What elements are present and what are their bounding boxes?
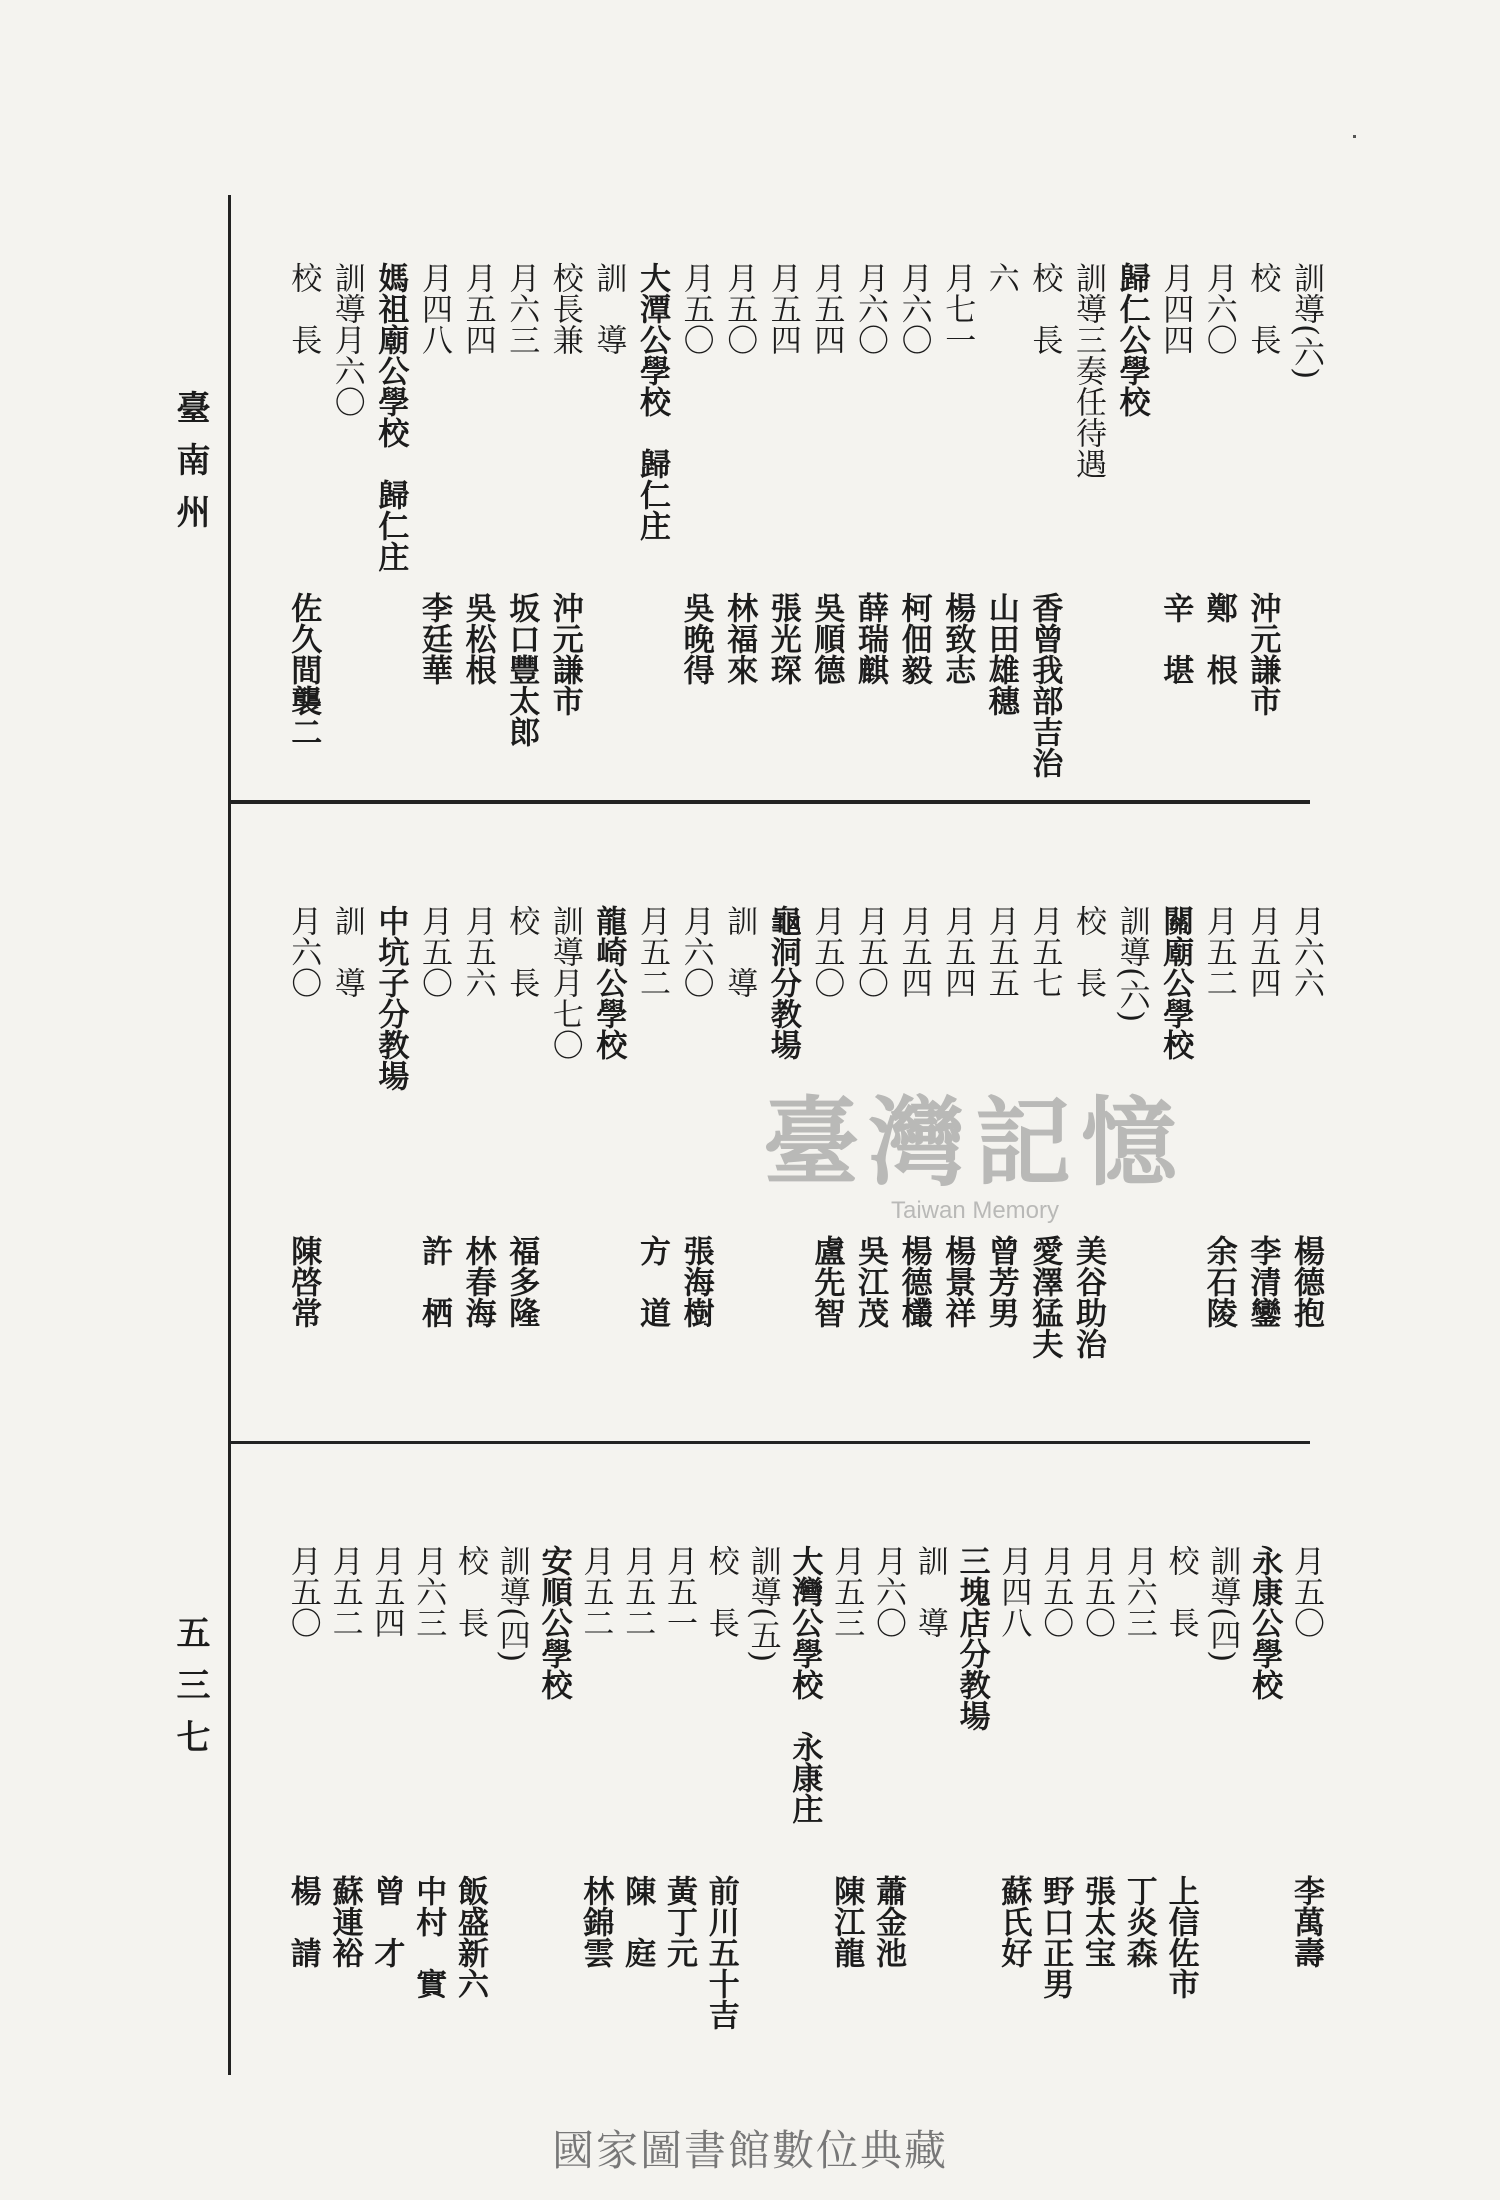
staff-entry	[939, 262, 976, 685]
heading-text: 關廟公學校	[1157, 905, 1194, 1060]
school-heading	[372, 262, 409, 572]
person-name: 薛瑞麒	[852, 592, 888, 685]
role-text: 校 長	[452, 1545, 488, 1638]
person-name: 蘇氏好	[995, 1875, 1032, 1968]
heading-text: 龍崎公學校	[590, 905, 627, 1060]
staff-entry	[808, 905, 845, 1328]
staff-entry	[328, 262, 365, 417]
staff-entry	[982, 905, 1019, 1328]
staff-entry	[416, 905, 452, 1328]
staff-entry	[285, 905, 322, 1328]
staff-entry	[328, 905, 365, 998]
person-name: 陳 庭	[619, 1875, 656, 1968]
person-name: 陳啓常	[285, 1235, 322, 1328]
role-text: 月五二	[619, 1545, 656, 1638]
role-text: 月六〇	[677, 905, 714, 998]
staff-entry	[634, 905, 670, 1328]
role-text: 訓 導	[721, 905, 758, 998]
role-text: 月五七	[1026, 905, 1063, 998]
person-name: 吳順德	[808, 592, 845, 685]
person-name: 許 栖	[416, 1235, 452, 1328]
role-text: 月六〇	[285, 905, 322, 998]
role-text: 月七一	[939, 262, 976, 355]
staff-entry	[459, 905, 496, 1328]
person-name: 辛 堪	[1157, 592, 1194, 685]
staff-entry	[852, 262, 888, 685]
staff-entry	[939, 905, 976, 1328]
role-text: 月五四	[1244, 905, 1281, 998]
role-text: 月五〇	[284, 1545, 321, 1638]
role-text: 訓導月七〇	[546, 905, 583, 1060]
staff-entry	[828, 1545, 865, 1968]
school-heading	[535, 1545, 572, 1700]
person-name: 林錦雲	[577, 1875, 614, 1968]
staff-entry	[416, 262, 452, 685]
watermark-english: Taiwan Memory	[890, 1197, 1060, 1224]
staff-entry	[326, 1545, 363, 1968]
person-name: 佐久間襲二	[285, 592, 322, 747]
staff-entry	[1162, 1545, 1199, 1999]
role-text: 月五五	[982, 905, 1019, 998]
footer-text: 國家圖書館數位典藏	[551, 2126, 948, 2175]
role-text: 校 長	[1244, 262, 1281, 355]
role-text: 月五六	[459, 905, 496, 998]
person-name: 余石陵	[1200, 1235, 1237, 1328]
staff-entry	[870, 1545, 906, 1968]
role-text: 月六六	[1288, 905, 1324, 998]
role-text: 月六〇	[1200, 262, 1237, 355]
staff-entry	[1120, 1545, 1157, 1968]
staff-entry	[721, 905, 758, 998]
staff-entry	[590, 262, 627, 355]
staff-entry	[677, 262, 714, 685]
school-heading	[1157, 905, 1194, 1060]
watermark-chinese: 臺灣記憶	[763, 1086, 1187, 1199]
staff-entry	[1200, 905, 1237, 1328]
school-heading	[1113, 262, 1150, 417]
staff-entry	[911, 1545, 948, 1638]
region-label: 臺南州	[170, 390, 210, 546]
role-text: 月五〇	[1288, 1545, 1324, 1638]
person-name: 愛澤猛夫	[1026, 1235, 1063, 1359]
person-name: 吳晚得	[677, 592, 714, 685]
staff-entry	[546, 905, 583, 1060]
role-text: 月五二	[1200, 905, 1237, 998]
role-text: 校 長	[1162, 1545, 1199, 1638]
person-name: 美谷助治	[1070, 1235, 1106, 1359]
person-name: 楊德抱	[1288, 1235, 1324, 1328]
role-text: 訓 導	[911, 1545, 948, 1638]
staff-entry	[852, 905, 888, 1328]
heading-text: 大潭公學校 歸仁庄	[634, 262, 670, 541]
role-text: 訓導(六)	[1113, 905, 1150, 1023]
person-name: 陳江龍	[828, 1875, 865, 1968]
person-name: 楊 請	[284, 1875, 321, 1968]
staff-entry	[1070, 262, 1106, 479]
role-text: 月五四	[368, 1545, 405, 1638]
role-text: 月五四	[459, 262, 496, 355]
role-text: 月四八	[416, 262, 452, 355]
role-text: 月五〇	[416, 905, 452, 998]
person-name: 蘇連裕	[326, 1875, 363, 1968]
person-name: 盧先智	[808, 1235, 845, 1328]
staff-entry	[1026, 905, 1063, 1359]
staff-entry	[619, 1545, 656, 1968]
staff-entry	[1037, 1545, 1074, 1999]
staff-entry	[808, 262, 845, 685]
person-name: 中村 實	[410, 1875, 447, 1999]
school-heading	[1246, 1545, 1283, 1700]
role-text: 月六三	[1120, 1545, 1157, 1638]
role-text: 月五〇	[852, 905, 888, 998]
person-name: 李萬壽	[1288, 1875, 1324, 1968]
role-text: 校 長	[702, 1545, 739, 1638]
role-text: 月六三	[503, 262, 540, 355]
role-text: 月六〇	[870, 1545, 906, 1638]
person-name: 張光琛	[764, 592, 801, 685]
heading-text: 安順公學校	[535, 1545, 572, 1700]
role-text: 月五一	[661, 1545, 697, 1638]
person-name: 野口正男	[1037, 1875, 1074, 1999]
person-name: 李廷華	[416, 592, 452, 685]
staff-entry	[721, 262, 758, 685]
person-name: 丁炎森	[1120, 1875, 1157, 1968]
staff-entry	[546, 262, 583, 716]
staff-entry	[577, 1545, 614, 1968]
role-text: 校 長	[503, 905, 540, 998]
heading-text: 媽祖廟公學校 歸仁庄	[372, 262, 409, 572]
role-text: 六	[982, 262, 1019, 293]
person-name: 林福來	[721, 592, 758, 685]
person-name: 沖元謙市	[1244, 592, 1281, 716]
role-text: 月五四	[808, 262, 845, 355]
school-heading	[953, 1545, 990, 1731]
school-heading	[590, 905, 627, 1060]
person-name: 福多隆	[503, 1235, 540, 1328]
role-text: 訓導三奏任待遇	[1070, 262, 1106, 479]
heading-text: 歸仁公學校	[1113, 262, 1150, 417]
person-name: 坂口豐太郎	[503, 592, 540, 747]
role-text: 月六〇	[895, 262, 932, 355]
person-name: 張海樹	[677, 1235, 714, 1328]
staff-entry	[1244, 905, 1281, 1328]
role-text: 月五四	[895, 905, 932, 998]
school-heading	[764, 905, 801, 1060]
person-name: 黃丁元	[661, 1875, 697, 1968]
person-name: 林春海	[459, 1235, 496, 1328]
person-name: 楊德欉	[895, 1235, 932, 1328]
staff-entry	[1288, 905, 1324, 1328]
staff-entry	[982, 262, 1019, 716]
person-name: 曾 才	[368, 1875, 405, 1968]
staff-entry	[764, 262, 801, 685]
person-name: 蕭金池	[870, 1875, 906, 1968]
staff-entry	[1288, 1545, 1324, 1968]
role-text: 月四四	[1157, 262, 1194, 355]
role-text: 月五四	[939, 905, 976, 998]
staff-entry	[1244, 262, 1281, 716]
role-text: 月五〇	[1079, 1545, 1115, 1638]
heading-text: 中坑子分教場	[372, 905, 409, 1091]
staff-entry	[895, 905, 932, 1328]
person-name: 曾芳男	[982, 1235, 1019, 1328]
staff-entry	[284, 1545, 321, 1968]
staff-entry	[452, 1545, 488, 1999]
staff-entry	[895, 262, 932, 685]
staff-entry	[503, 905, 540, 1328]
person-name: 李清鑾	[1244, 1235, 1281, 1328]
staff-entry	[493, 1545, 530, 1663]
speck	[1353, 135, 1356, 138]
person-name: 沖元謙市	[546, 592, 583, 716]
staff-entry	[1288, 262, 1324, 380]
staff-entry	[1026, 262, 1063, 778]
staff-entry	[410, 1545, 447, 1999]
section-divider-2	[230, 1441, 1310, 1444]
heading-text: 三塊店分教場	[953, 1545, 990, 1731]
role-text: 訓 導	[590, 262, 627, 355]
role-text: 月六三	[410, 1545, 447, 1638]
role-text: 月六〇	[852, 262, 888, 355]
staff-entry	[503, 262, 540, 747]
heading-text: 大灣公學校 永康庄	[786, 1545, 823, 1824]
role-text: 月五〇	[1037, 1545, 1074, 1638]
staff-entry	[744, 1545, 781, 1663]
role-text: 月五三	[828, 1545, 865, 1638]
staff-entry	[1200, 262, 1237, 685]
section-divider-1	[230, 800, 1310, 804]
person-name: 柯佃毅	[895, 592, 932, 685]
staff-entry	[1079, 1545, 1115, 1968]
person-name: 張太宝	[1079, 1875, 1115, 1968]
person-name: 吳江茂	[852, 1235, 888, 1328]
margin-rule	[228, 195, 231, 2075]
person-name: 上信佐市	[1162, 1875, 1199, 1999]
role-text: 月五〇	[677, 262, 714, 355]
watermark	[735, 1086, 1215, 1255]
staff-entry	[702, 1545, 739, 2030]
role-text: 月五〇	[721, 262, 758, 355]
staff-entry	[1157, 262, 1194, 685]
person-name: 方 道	[634, 1235, 670, 1328]
role-text: 月五二	[326, 1545, 363, 1638]
staff-entry	[1204, 1545, 1241, 1663]
person-name: 香曾我部吉治	[1026, 592, 1063, 778]
staff-entry	[285, 262, 322, 747]
role-text: 校長兼	[546, 262, 583, 355]
person-name: 山田雄穗	[982, 592, 1019, 716]
role-text: 訓導(四)	[1204, 1545, 1241, 1663]
heading-text: 永康公學校	[1246, 1545, 1283, 1700]
role-text: 訓導(四)	[493, 1545, 530, 1663]
person-name: 楊致志	[939, 592, 976, 685]
school-heading	[634, 262, 670, 541]
role-text: 月五四	[764, 262, 801, 355]
staff-entry	[368, 1545, 405, 1968]
staff-entry	[1113, 905, 1150, 1023]
person-name: 前川五十吉	[702, 1875, 739, 2030]
role-text: 月四八	[995, 1545, 1032, 1638]
person-name: 飯盛新六	[452, 1875, 488, 1999]
page-number: 五三七	[170, 1615, 210, 1771]
role-text: 訓導(六)	[1288, 262, 1324, 380]
staff-entry	[459, 262, 496, 685]
role-text: 月五二	[577, 1545, 614, 1638]
role-text: 月五〇	[808, 905, 845, 998]
role-text: 訓導(五)	[744, 1545, 781, 1663]
role-text: 校 長	[285, 262, 322, 355]
school-heading	[372, 905, 409, 1091]
staff-entry	[1070, 905, 1106, 1359]
role-text: 訓 導	[328, 905, 365, 998]
staff-entry	[661, 1545, 697, 1968]
school-heading	[786, 1545, 823, 1824]
role-text: 校 長	[1070, 905, 1106, 998]
role-text: 月五二	[634, 905, 670, 998]
staff-entry	[677, 905, 714, 1328]
person-name: 鄭 根	[1200, 592, 1237, 685]
role-text: 訓導月六〇	[328, 262, 365, 417]
person-name: 吳松根	[459, 592, 496, 685]
person-name: 楊景祥	[939, 1235, 976, 1328]
role-text: 校 長	[1026, 262, 1063, 355]
staff-entry	[995, 1545, 1032, 1968]
heading-text: 龜洞分教場	[764, 905, 801, 1060]
